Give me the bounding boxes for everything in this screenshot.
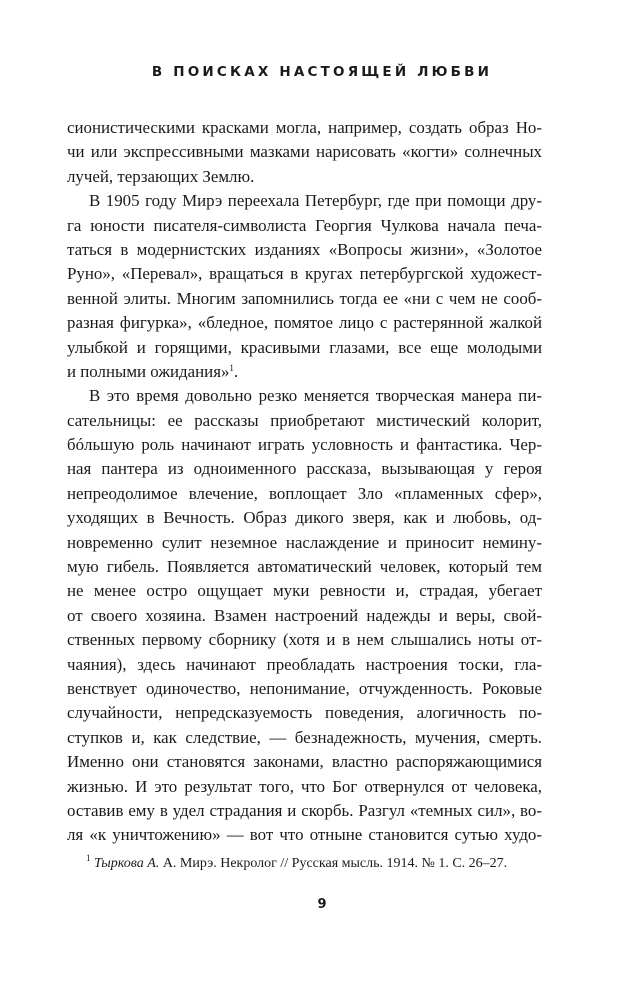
text-line: чи или экспрессивными мазками нарисовать «когти» солнечных bbox=[67, 142, 542, 162]
text-line: не менее остро ощущает муки ревности и, страдая, убегает bbox=[67, 581, 542, 601]
sentence-end: . bbox=[233, 361, 239, 381]
text-line: уходящих в Вечность. Образ дикого зверя, как и любовь, од- bbox=[67, 508, 542, 528]
footnote-reference: 1 bbox=[229, 362, 234, 373]
text-line: ступков и, как следствие, — безнадежность, мучения, смерть. bbox=[67, 727, 542, 747]
paragraph-start-line: В 1905 году Мирэ переехала Петербург, где при помощи дру- bbox=[89, 191, 542, 211]
text-line: от своего хозяина. Взамен настроений надежды и веры, свой- bbox=[67, 605, 542, 625]
text-line: разная фигурка», «бледное, помятое лицо с растерянной жалкой bbox=[67, 313, 542, 333]
text-line: га юности писателя-символиста Георгия Чулкова начала печа- bbox=[67, 215, 542, 235]
text-line: чаяния), здесь начинают преобладать настроения тоски, гла- bbox=[67, 654, 542, 674]
paragraph-start-line: В это время довольно резко меняется творческая манера пи- bbox=[89, 386, 542, 406]
text-line: бóльшую роль начинают играть условность и фантастика. Чер- bbox=[67, 435, 542, 455]
text-line: лучей, терзающих Землю. bbox=[67, 166, 255, 186]
text-line: таться в модернистских изданиях «Вопросы жизни», «Золотое bbox=[67, 239, 542, 259]
text-line: сательницы: ее рассказы приобретают мистический колорит, bbox=[67, 410, 542, 430]
text-line: Руно», «Перевал», вращаться в кругах петербургской художест- bbox=[67, 264, 542, 284]
text-line: венной элиты. Многим запомнились тогда ее «ни с чем не сооб- bbox=[67, 288, 542, 308]
text-line: ная пантера из одноименного рассказа, вызывающая у героя bbox=[67, 459, 542, 479]
text-line: мую гибель. Появляется автоматический человек, который тем bbox=[67, 557, 542, 577]
text-line: жизнью. И это результат того, что Бог отвернулся от человека, bbox=[67, 776, 542, 796]
text-line: непреодолимое влечение, воплощает Зло «пламенных сфер», bbox=[67, 483, 542, 503]
text-line: Именно они становятся законами, властно распоряжающимися bbox=[67, 752, 542, 772]
text-line: сионистическими красками могла, например, создать образ Но- bbox=[67, 118, 542, 137]
footnote-text: А. Мирэ. Некролог // Русская мысль. 1914. № 1. С. 26–27. bbox=[159, 856, 508, 871]
text-line: ля «к уничтожению» — вот что отныне становится сутью худо- bbox=[67, 825, 542, 845]
text-line: венствует одиночество, непонимание, отчужденность. Роковые bbox=[67, 678, 542, 698]
text-line-content: и полными ожидания» bbox=[67, 361, 230, 381]
footnote-marker: 1 bbox=[86, 853, 91, 863]
running-title: В ПОИСКАХ НАСТОЯЩЕЙ ЛЮБВИ bbox=[151, 64, 493, 80]
text-line: новременно сулит неземное наслаждение и приносит немину- bbox=[67, 532, 542, 552]
footnote bbox=[86, 855, 546, 873]
text-line: оставив ему в удел страдания и скорбь. Разгул «темных сил», во- bbox=[67, 800, 542, 820]
text-line: ственных первому сборнику (хотя и в нем слышались ноты от- bbox=[67, 630, 542, 650]
text-line-with-footnote bbox=[67, 360, 542, 384]
text-line: улыбкой и горящими, красивыми глазами, все еще молодыми bbox=[67, 337, 542, 357]
page-number: 9 bbox=[317, 897, 327, 912]
main-text bbox=[67, 116, 542, 848]
footnote-author: Тыркова А. bbox=[94, 856, 160, 871]
text-line: случайности, непредсказуемость поведения, алогичность по- bbox=[67, 703, 542, 723]
